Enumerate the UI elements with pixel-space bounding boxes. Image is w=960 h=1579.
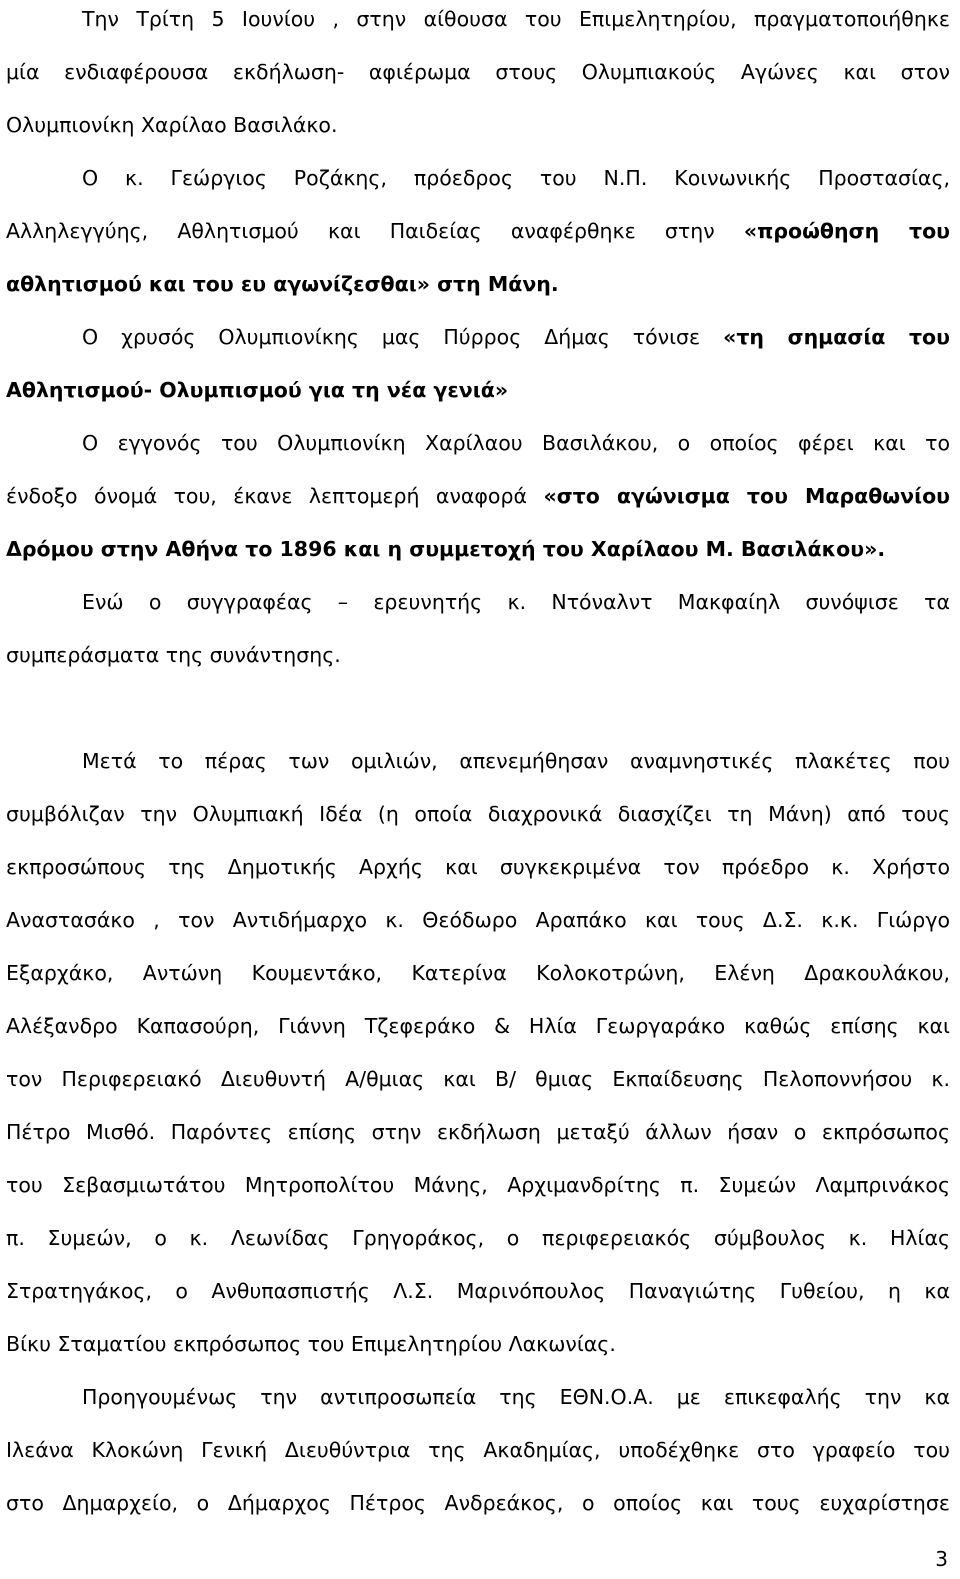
text-run: Ενώ ο συγγραφέας – ερευνητής κ. Ντόναλντ Μακφαίηλ συνόψισε τα	[82, 590, 950, 614]
text-line	[6, 801, 950, 827]
text-run: Βίκυ Σταματίου εκπρόσωπος του Επιμελητηρίου Λακωνίας.	[6, 1332, 616, 1356]
text-line	[6, 1013, 950, 1039]
text-run: Μετά το πέρας των ομιλιών, απενεμήθησαν αναμνηστικές πλακέτες που	[82, 749, 950, 773]
text-run: Αλληλεγγύης, Αθλητισμού και Παιδείας αναφέρθηκε στην	[6, 219, 744, 243]
text-run: Πέτρο Μισθό. Παρόντες επίσης στην εκδήλωση μεταξύ άλλων ήσαν ο εκπρόσωπος	[6, 1120, 950, 1144]
text-run: ένδοξο όνομά του, έκανε λεπτομερή αναφορά	[6, 484, 544, 508]
text-run: Αναστασάκο , τον Αντιδήμαρχο κ. Θεόδωρο Αραπάκο και τους Δ.Σ. κ.κ. Γιώργο	[6, 908, 950, 932]
text-line	[6, 218, 950, 244]
text-line	[6, 271, 950, 297]
text-line	[6, 589, 950, 615]
text-run: Ο εγγονός του Ολυμπιονίκη Χαρίλαου Βασιλάκου, ο οποίος φέρει και το	[82, 431, 950, 455]
text-line	[6, 960, 950, 986]
text-line	[6, 1437, 950, 1463]
text-line	[6, 907, 950, 933]
text-run: μία ενδιαφέρουσα εκδήλωση- αφιέρωμα στους Ολυμπιακούς Αγώνες και στον	[6, 60, 950, 84]
text-run: του Σεβασμιωτάτου Μητροπολίτου Μάνης, Αρχιμανδρίτης π. Συμεών Λαμπρινάκος	[6, 1173, 950, 1197]
text-run: Ολυμπιονίκη Χαρίλαο Βασιλάκο.	[6, 113, 338, 137]
text-line	[6, 854, 950, 880]
text-run: Προηγουμένως την αντιπροσωπεία της ΕΘΝ.Ο.Α. με επικεφαλής την κα	[82, 1385, 950, 1409]
bold-text-run: αθλητισμού και του ευ αγωνίζεσθαι» στη Μάνη.	[6, 272, 559, 296]
text-run: Ο κ. Γεώργιος Ροζάκης, πρόεδρος του Ν.Π. Κοινωνικής Προστασίας,	[82, 166, 950, 190]
text-line	[6, 59, 950, 85]
bold-text-run: Αθλητισμού- Ολυμπισμού για τη νέα γενιά»	[6, 378, 509, 402]
text-run: Ιλεάνα Κλοκώνη Γενική Διευθύντρια της Ακαδημίας, υποδέχθηκε στο γραφείο του	[6, 1438, 950, 1462]
text-line	[6, 377, 950, 403]
text-run: στο Δημαρχείο, ο Δήμαρχος Πέτρος Ανδρεάκος, ο οποίος και τους ευχαρίστησε	[6, 1491, 950, 1515]
text-run: συμβόλιζαν την Ολυμπιακή Ιδέα (η οποία διαχρονικά διασχίζει τη Μάνη) από τους	[6, 802, 950, 826]
text-run: Ο χρυσός Ολυμπιονίκης μας Πύρρος Δήμας τόνισε	[82, 325, 724, 349]
text-line	[6, 1225, 950, 1251]
page-number: 3	[935, 1547, 948, 1571]
text-line	[6, 748, 950, 774]
text-run: τον Περιφερειακό Διευθυντή Α/θμιας και Β/ θμιας Εκπαίδευσης Πελοποννήσου κ.	[6, 1067, 950, 1091]
text-run: Αλέξανδρο Καπασούρη, Γιάννη Τζεφεράκο & Ηλία Γεωργαράκο καθώς επίσης και	[6, 1014, 950, 1038]
text-line	[6, 1066, 950, 1092]
text-line	[6, 1119, 950, 1145]
text-run: Στρατηγάκος, ο Ανθυπασπιστής Λ.Σ. Μαρινόπουλος Παναγιώτης Γυθείου, η κα	[6, 1279, 950, 1303]
text-line	[6, 1490, 950, 1516]
text-run: Την Τρίτη 5 Ιουνίου , στην αίθουσα του Επιμελητηρίου, πραγματοποιήθηκε	[82, 7, 950, 31]
text-line	[6, 483, 950, 509]
text-run: π. Συμεών, ο κ. Λεωνίδας Γρηγοράκος, ο περιφερειακός σύμβουλος κ. Ηλίας	[6, 1226, 950, 1250]
text-run: συμπεράσματα της συνάντησης.	[6, 643, 341, 667]
text-line	[6, 324, 950, 350]
text-line	[6, 1331, 950, 1357]
bold-text-run: «τη σημασία του	[723, 325, 950, 349]
text-line	[6, 1278, 950, 1304]
text-run: εκπροσώπους της Δημοτικής Αρχής και συγκεκριμένα τον πρόεδρο κ. Χρήστο	[6, 855, 950, 879]
text-line	[6, 165, 950, 191]
bold-text-run: Δρόμου στην Αθήνα το 1896 και η συμμετοχή του Χαρίλαου Μ. Βασιλάκου».	[6, 537, 886, 561]
text-line	[6, 112, 950, 138]
text-line	[6, 1172, 950, 1198]
text-line	[6, 430, 950, 456]
text-line	[6, 6, 950, 32]
text-line	[6, 536, 950, 562]
text-run: Εξαρχάκο, Αντώνη Κουμεντάκο, Κατερίνα Κολοκοτρώνη, Ελένη Δρακουλάκου,	[6, 961, 950, 985]
text-line	[6, 1384, 950, 1410]
bold-text-run: «προώθηση του	[743, 219, 950, 243]
bold-text-run: «στο αγώνισμα του Μαραθωνίου	[543, 484, 950, 508]
text-line	[6, 642, 950, 668]
